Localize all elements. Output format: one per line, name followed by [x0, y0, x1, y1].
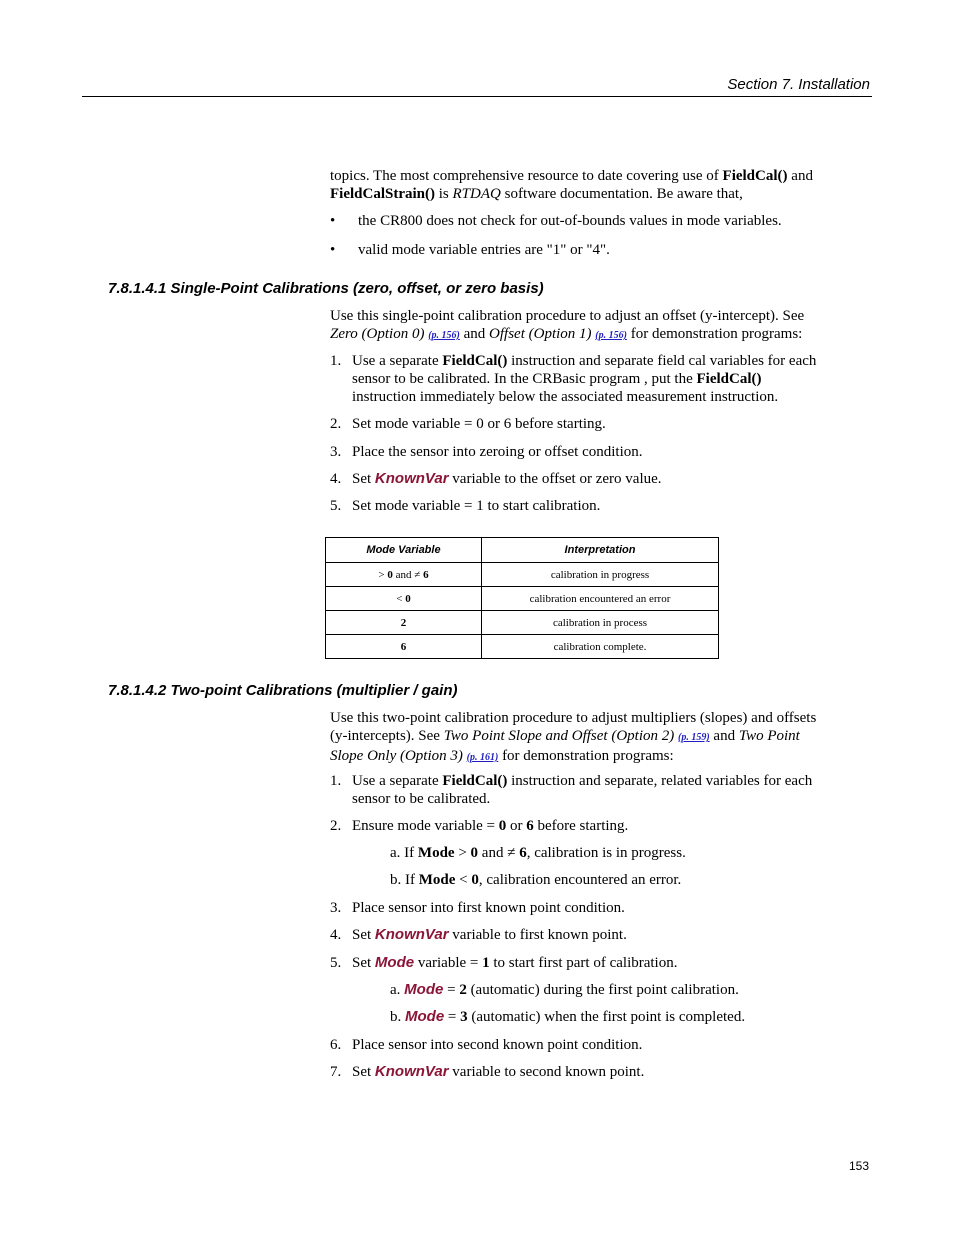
section-heading: 7.8.1.4.2 Two-point Calibrations (multiplier / gain): [108, 682, 458, 699]
step-text: Use a separate: [352, 353, 443, 369]
paragraph-text: and: [709, 728, 739, 744]
table-cell: calibration in progress: [482, 563, 719, 587]
section-heading: 7.8.1.4.1 Single-Point Calibrations (zero, offset, or zero basis): [108, 280, 544, 297]
paragraph-text: (y-intercepts). See: [330, 728, 444, 744]
step-text: Set mode variable = 1 to start calibration.: [352, 498, 601, 514]
bullet-icon: •: [330, 213, 336, 229]
fieldcal-term: FieldCal(): [722, 168, 788, 184]
table-row: [326, 635, 719, 659]
page-ref-link[interactable]: (p. 159): [678, 732, 710, 743]
paragraph-text: Use this two-point calibration procedure to adjust multipliers (slopes) and offsets: [330, 710, 817, 726]
table-row: [326, 611, 719, 635]
list-number: 3.: [330, 900, 342, 916]
list-item: [330, 352, 840, 406]
knownvar-keyword: KnownVar: [374, 926, 449, 943]
list-number: 2.: [330, 818, 342, 834]
step-text: Set mode variable = 0 or 6 before starting.: [352, 416, 606, 432]
table-cell: calibration encountered an error: [482, 587, 719, 611]
page-ref-link[interactable]: (p. 156): [428, 330, 460, 341]
step-text: Place the sensor into zeroing or offset condition.: [352, 444, 643, 460]
option2-ref: Two Point Slope and Offset (Option 2): [443, 728, 675, 744]
section-intro-paragraph: [330, 307, 842, 345]
header-rule: [82, 96, 872, 97]
intro-text: software documentation. Be aware that,: [500, 186, 743, 202]
list-number: 4.: [330, 927, 342, 943]
bullet-icon: •: [330, 242, 336, 258]
table-header-cell: Interpretation: [482, 538, 719, 563]
intro-text: topics. The most comprehensive resource to date covering use of: [330, 168, 723, 184]
list-number: 1.: [330, 773, 342, 789]
offset-option-ref: Offset (Option 1): [489, 326, 592, 342]
knownvar-keyword: KnownVar: [374, 470, 449, 487]
table-cell: < 0: [326, 587, 482, 611]
sub-list-item: a. Mode = 2 (automatic) during the first point calibration.: [390, 981, 739, 998]
step-text: Place sensor into first known point condition.: [352, 900, 625, 916]
option3-ref: Two Point: [738, 728, 800, 744]
table-row: [326, 587, 719, 611]
list-number: 2.: [330, 416, 342, 432]
step-text: Use a separate: [352, 773, 443, 789]
table-cell: 2: [326, 611, 482, 635]
list-number: 6.: [330, 1037, 342, 1053]
sub-list-item: b. Mode = 3 (automatic) when the first point is completed.: [390, 1008, 746, 1025]
page-number: 153: [848, 1159, 869, 1173]
table-cell: calibration complete.: [482, 635, 719, 659]
table-header-cell: Mode Variable: [326, 538, 482, 563]
option3-ref: Slope Only (Option 3): [330, 748, 463, 764]
list-number: 1.: [330, 353, 342, 369]
list-number: 5.: [330, 955, 342, 971]
table-header-row: [326, 538, 719, 563]
rtdaq-term: RTDAQ: [452, 186, 501, 202]
step-text: Place sensor into second known point condition.: [352, 1037, 643, 1053]
paragraph-text: for demonstration programs:: [498, 748, 674, 764]
step-text: sensor to be calibrated.: [352, 791, 491, 807]
list-item: [330, 772, 840, 808]
intro-text: is: [435, 186, 453, 202]
bullet-text: the CR800 does not check for out-of-bounds values in mode variables.: [358, 213, 782, 229]
step-text: variable to the offset or zero value.: [448, 471, 662, 487]
table-cell: > 0 and ≠ 6: [326, 563, 482, 587]
page-ref-link[interactable]: (p. 156): [595, 330, 627, 341]
table-row: [326, 563, 719, 587]
sub-list-item: a. If Mode > 0 and ≠ 6, calibration is in progress.: [390, 845, 686, 861]
intro-text: and: [787, 168, 813, 184]
sub-list-item: b. If Mode < 0, calibration encountered an error.: [390, 872, 682, 888]
list-number: 3.: [330, 444, 342, 460]
knownvar-keyword: KnownVar: [374, 1063, 449, 1080]
running-header: Section 7. Installation: [727, 76, 870, 93]
page-ref-link[interactable]: (p. 161): [466, 752, 499, 763]
step-text: sensor to be calibrated. In the CRBasic program , put the: [352, 371, 697, 387]
paragraph-text: Use this single-point calibration procedure to adjust an offset (y-intercept). See: [330, 308, 805, 324]
bullet-text: valid mode variable entries are "1" or "4".: [358, 242, 610, 258]
mode-keyword: Mode: [404, 981, 444, 998]
step-text: instruction immediately below the associated measurement instruction.: [352, 389, 779, 405]
step-text: instruction and separate, related variables for each: [507, 773, 813, 789]
fieldcal-term: FieldCal(): [696, 371, 762, 387]
list-number: 7.: [330, 1064, 342, 1080]
table-cell: calibration in process: [482, 611, 719, 635]
mode-keyword: Mode: [405, 1008, 445, 1025]
mode-keyword: Mode: [374, 954, 415, 971]
step-text: instruction and separate field cal variables for each: [507, 353, 817, 369]
table-cell: 6: [326, 635, 482, 659]
paragraph-text: and: [459, 326, 490, 342]
intro-paragraph: [330, 167, 842, 203]
paragraph-text: for demonstration programs:: [626, 326, 803, 342]
mode-variable-table: [325, 537, 719, 659]
fieldcal-term: FieldCal(): [442, 773, 508, 789]
section-intro-paragraph: [330, 709, 842, 767]
fieldcalstrain-term: FieldCalStrain(): [330, 186, 435, 202]
fieldcal-term: FieldCal(): [442, 353, 508, 369]
list-number: 4.: [330, 471, 342, 487]
step-text: Set: [352, 471, 375, 487]
zero-option-ref: Zero (Option 0): [330, 326, 425, 342]
list-number: 5.: [330, 498, 342, 514]
